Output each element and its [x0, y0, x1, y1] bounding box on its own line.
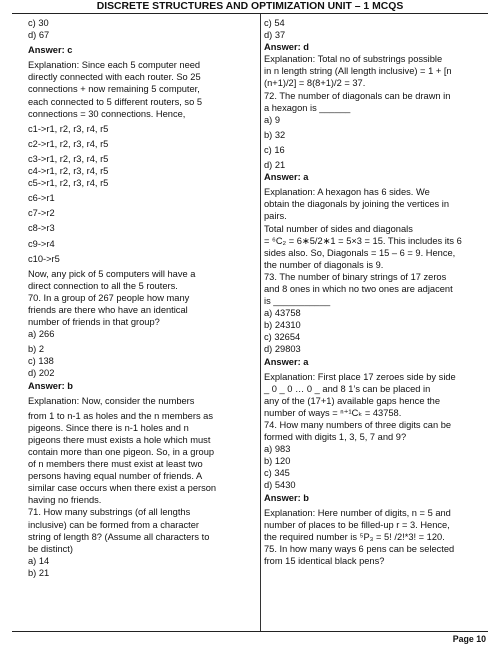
header-rule — [12, 13, 488, 14]
text-line: c8->r3 — [28, 223, 55, 234]
text-line: number of places to be filled-up r = 3. Hence, — [264, 519, 450, 530]
text-line: c5->r1, r2, r3, r4, r5 — [28, 178, 109, 189]
answer-line: Answer: c — [28, 45, 73, 56]
text-line: Explanation: A hexagon has 6 sides. We — [264, 187, 430, 198]
text-line: = ⁶C₂ = 6∗5/2∗1 = 5×3 = 15. This includes its 6 — [264, 235, 462, 246]
text-line: Explanation: Since each 5 computer need — [28, 60, 201, 71]
option-line: b) 24310 — [264, 320, 301, 331]
text-line: c10->r5 — [28, 253, 60, 264]
text-line: Explanation: Now, consider the numbers — [28, 395, 195, 406]
text-line: c4->r1, r2, r3, r4, r5 — [28, 166, 109, 177]
question-line: a hexagon is ______ — [264, 102, 351, 113]
answer-line: Answer: a — [264, 356, 309, 367]
text-line: connections = 30 connections. Hence, — [28, 108, 186, 119]
column-divider — [260, 14, 261, 631]
text-line: direct connection to all the 5 routers. — [28, 280, 178, 291]
answer-line: Answer: a — [264, 172, 309, 183]
question-line: 72. The number of diagonals can be drawn in — [264, 90, 451, 101]
option-line: c) 54 — [264, 18, 285, 28]
answer-line: Answer: b — [28, 380, 73, 391]
question-line: number of friends in that group? — [28, 317, 160, 328]
option-line: d) 21 — [264, 160, 286, 171]
text-line: c9->r4 — [28, 238, 55, 249]
page-number: Page 10 — [452, 634, 486, 644]
question-line: 74. How many numbers of three digits can be — [264, 420, 452, 430]
question-line: 71. How many substrings (of all lengths — [28, 507, 191, 518]
option-line: b) 120 — [264, 456, 291, 467]
text-line: number of ways = ⁿ⁺¹Cₖ = 43758. — [264, 407, 402, 418]
text-line: c6->r1 — [28, 193, 55, 204]
question-line: 73. The number of binary strings of 17 zeros — [264, 271, 447, 282]
text-line: of n members there must exist at least two — [28, 459, 203, 470]
text-line: connections + now remaining 5 computer, — [28, 84, 200, 95]
text-line: c3->r1, r2, r3, r4, r5 — [28, 153, 109, 164]
text-line: in n length string (All length inclusive) = 1 + [n — [264, 66, 452, 77]
text-line: d) 67 — [28, 30, 50, 41]
text-line: Explanation: Total no of substrings possible — [264, 54, 443, 65]
option-line: a) 9 — [264, 114, 281, 125]
text-line: pigeons. Since there is n-1 holes and n — [28, 422, 189, 433]
text-line: c2->r1, r2, r3, r4, r5 — [28, 138, 109, 149]
option-line: b) 21 — [28, 567, 50, 578]
text-line: from 1 to n-1 as holes and the n members as — [28, 410, 213, 421]
option-line: c) 345 — [264, 468, 290, 479]
text-line: obtain the diagonals by joining the vertices in — [264, 199, 450, 210]
answer-line: Answer: b — [264, 492, 309, 503]
text-line: Explanation: First place 17 zeroes side by side — [264, 371, 456, 382]
text-line: having no friends. — [28, 495, 102, 506]
text-line: Total number of sides and diagonals — [264, 223, 413, 234]
text-line: Now, any pick of 5 computers will have a — [28, 268, 196, 279]
left-column — [28, 17, 256, 579]
text-line: the required number is ⁵P₃ = 5! /2!*3! = 120. — [264, 531, 445, 542]
text-line: c7->r2 — [28, 208, 55, 219]
text-line: pairs. — [264, 211, 287, 222]
option-line: c) 32654 — [264, 332, 301, 343]
question-line: string of length 8? (Assume all characters to — [28, 531, 210, 542]
footer-rule — [12, 631, 488, 632]
question-line: from 15 identical black pens? — [264, 556, 385, 567]
question-line: formed with digits 1, 3, 5, 7 and 9? — [264, 432, 407, 443]
text-line: any of the (17+1) available gaps hence the — [264, 395, 440, 406]
text-line: Explanation: Here number of digits, n = 5 and — [264, 507, 451, 518]
question-line: friends are there who have an identical — [28, 304, 188, 315]
text-line: similar case occurs when there exist a person — [28, 483, 217, 494]
option-line: d) 202 — [28, 368, 55, 379]
option-line: d) 29803 — [264, 344, 301, 355]
text-line: pigeons there must exists a hole which must — [28, 434, 211, 445]
text-line: c) 30 — [28, 18, 49, 28]
text-line: persons having equal number of friends. A — [28, 471, 203, 482]
option-line: a) 266 — [28, 329, 55, 340]
text-line: the number of diagonals is 9. — [264, 259, 384, 270]
text-line: directly connected with each router. So 25 — [28, 72, 201, 83]
option-line: b) 32 — [264, 129, 286, 140]
text-line: each connected to 5 different routers, so 5 — [28, 96, 202, 107]
option-line: c) 16 — [264, 144, 285, 155]
question-line: is ___________ — [264, 296, 331, 307]
option-line: c) 138 — [28, 356, 54, 367]
question-line: 75. In how many ways 6 pens can be selected — [264, 543, 455, 554]
option-line: a) 14 — [28, 555, 50, 566]
page-header-title: DISCRETE STRUCTURES AND OPTIMIZATION UNIT – 1 MCQS — [96, 1, 404, 12]
text-line: contain more than one pigeon. So, in a group — [28, 447, 215, 457]
right-column — [264, 17, 492, 567]
question-line: 70. In a group of 267 people how many — [28, 292, 190, 303]
option-line: b) 2 — [28, 344, 45, 355]
question-line: and 8 ones in which no two ones are adjacent — [264, 283, 453, 294]
text-line: (n+1)/2] = 8(8+1)/2 = 37. — [264, 78, 366, 89]
answer-line: Answer: d — [264, 42, 309, 53]
text-line: _ 0 _ 0 … 0 _ and 8 1’s can be placed in — [264, 383, 431, 394]
text-line: sides also. So, Diagonals = 15 – 6 = 9. Hence, — [264, 247, 456, 258]
option-line: a) 983 — [264, 444, 291, 455]
question-line: inclusive) can be formed from a character — [28, 519, 200, 530]
option-line: a) 43758 — [264, 308, 301, 319]
option-line: d) 37 — [264, 30, 286, 41]
text-line: c1->r1, r2, r3, r4, r5 — [28, 123, 109, 134]
question-line: be distinct) — [28, 543, 73, 554]
option-line: d) 5430 — [264, 480, 296, 491]
